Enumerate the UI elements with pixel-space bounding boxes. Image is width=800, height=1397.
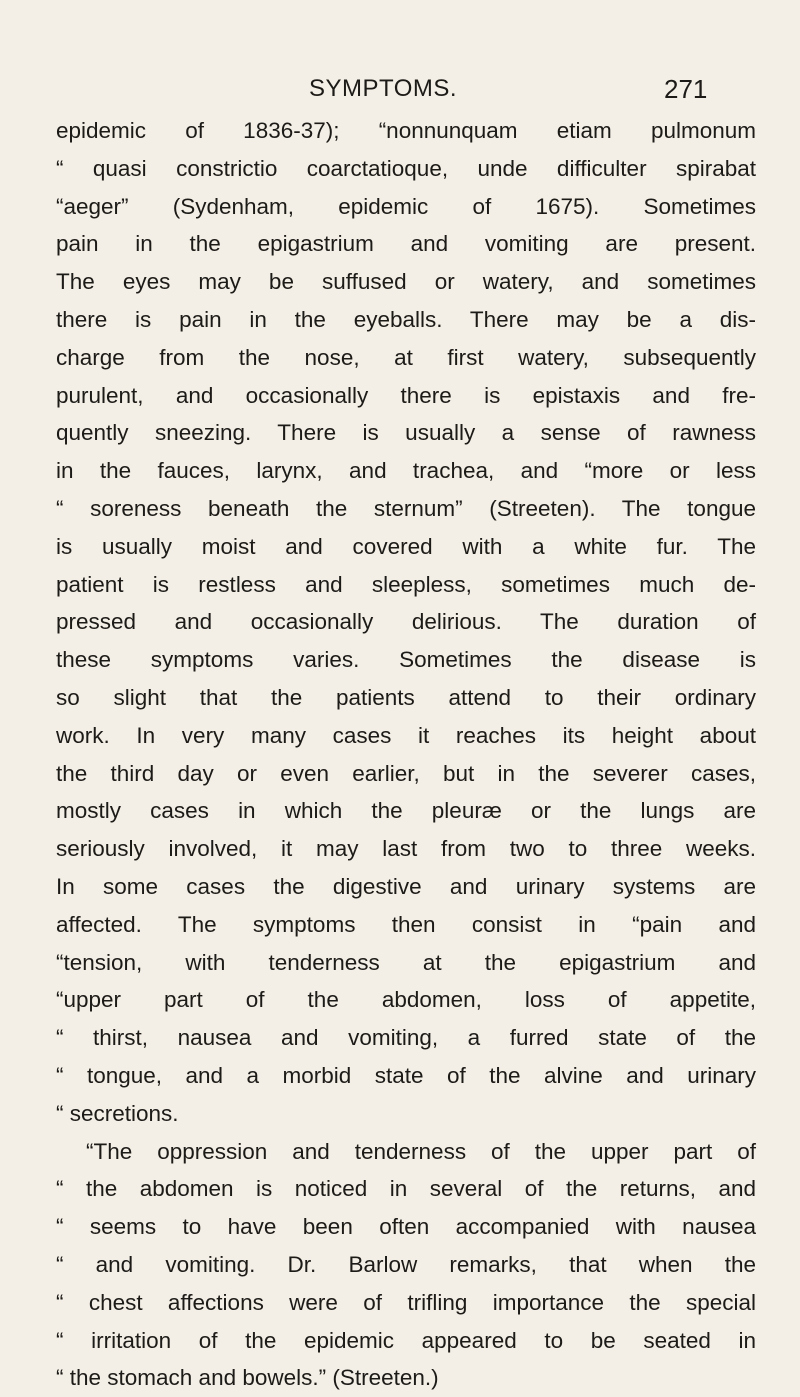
text-line: In some cases the digestive and urinary systems are [56, 873, 756, 899]
text-line: these symptoms varies. Sometimes the disease is [56, 647, 756, 673]
text-line: “tension, with tenderness at the epigastrium and [56, 949, 756, 975]
text-line: epidemic of 1836-37); “nonnunquam etiam pulmonum [56, 118, 756, 143]
page-header [0, 74, 800, 114]
text-line: “ thirst, nausea and vomiting, a furred state of the [56, 1025, 756, 1051]
text-line: quently sneezing. There is usually a sense of rawness [56, 420, 756, 446]
text-line: affected. The symptoms then consist in “pain and [56, 911, 756, 937]
text-line: seriously involved, it may last from two to three weeks. [56, 836, 756, 862]
text-line: “upper part of the abdomen, loss of appetite, [56, 987, 756, 1013]
text-line: charge from the nose, at first watery, subsequently [56, 344, 756, 370]
running-head: SYMPTOMS. [309, 75, 458, 102]
body-text [56, 112, 756, 1397]
page-number: 271 [664, 74, 708, 104]
text-line: there is pain in the eyeballs. There may be a dis- [56, 306, 756, 332]
text-line: is usually moist and covered with a white fur. The [56, 533, 756, 559]
text-line: “ the abdomen is noticed in several of the returns, and [56, 1176, 756, 1202]
text-line: the third day or even earlier, but in the severer cases, [56, 760, 756, 786]
text-line: “ irritation of the epidemic appeared to be seated in [56, 1327, 756, 1353]
text-line: patient is restless and sleepless, sometimes much de- [56, 571, 756, 597]
text-line: “ seems to have been often accompanied with nausea [56, 1214, 756, 1240]
text-line: “ the stomach and bowels.” (Streeten.) [56, 1365, 439, 1391]
text-line: “ chest affections were of trifling importance the special [56, 1289, 756, 1315]
text-line: “ and vomiting. Dr. Barlow remarks, that when the [56, 1251, 756, 1277]
text-line: “ quasi constrictio coarctatioque, unde difficulter spirabat [56, 155, 756, 181]
text-line: “ secretions. [56, 1100, 179, 1126]
text-line: pain in the epigastrium and vomiting are present. [56, 231, 756, 257]
text-line: “The oppression and tenderness of the upper part of [86, 1138, 756, 1164]
text-line: The eyes may be suffused or watery, and sometimes [56, 269, 756, 295]
text-line: purulent, and occasionally there is epistaxis and fre- [56, 382, 756, 408]
text-line: work. In very many cases it reaches its height about [56, 722, 756, 748]
text-line: “ soreness beneath the sternum” (Streeten). The tongue [56, 495, 756, 521]
text-line: in the fauces, larynx, and trachea, and “more or less [56, 458, 756, 484]
text-line: “aeger” (Sydenham, epidemic of 1675). Sometimes [56, 193, 756, 219]
text-line: “ tongue, and a morbid state of the alvine and urinary [56, 1062, 756, 1088]
text-line: pressed and occasionally delirious. The duration of [56, 609, 756, 635]
text-line: so slight that the patients attend to their ordinary [56, 684, 756, 710]
text-line: mostly cases in which the pleuræ or the lungs are [56, 798, 756, 824]
